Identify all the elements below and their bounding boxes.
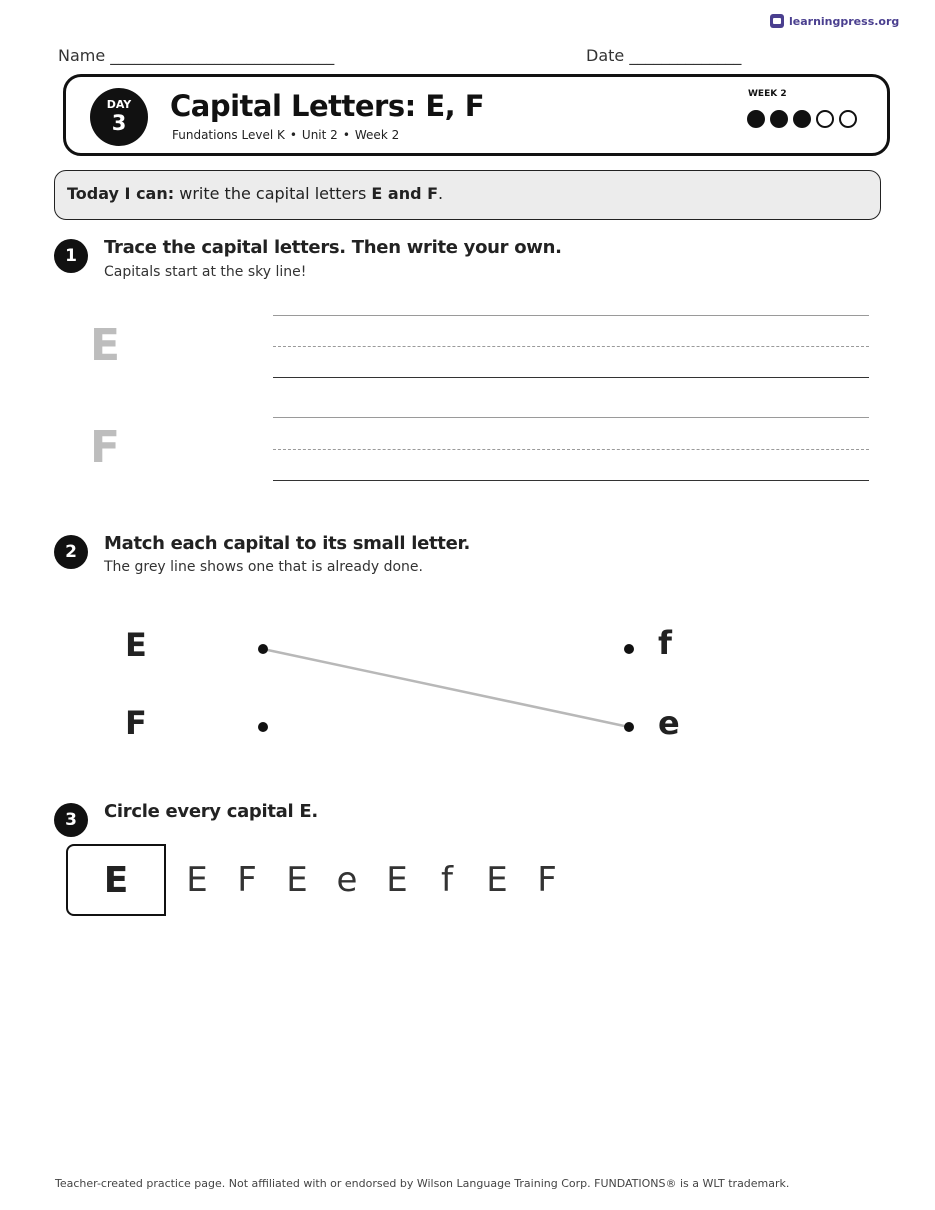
goal-lead: Today I can: — [67, 184, 175, 203]
brand-text: learningpress.org — [789, 14, 900, 28]
circle-row — [66, 844, 566, 916]
match-dot-right[interactable] — [624, 722, 634, 732]
subtitle-week: Week 2 — [354, 128, 400, 142]
match-dot-left[interactable] — [258, 722, 268, 732]
goal-letters: E and F — [371, 184, 439, 203]
step-3-title: Circle every capital E. — [104, 801, 318, 822]
circle-letter[interactable]: E — [486, 860, 508, 900]
match-capital: E — [125, 626, 147, 664]
goal-text: write the capital letters — [179, 184, 367, 203]
match-dot-left[interactable] — [258, 644, 268, 654]
step-1-subtitle: Capitals start at the sky line! — [104, 264, 307, 280]
trace-letter: F — [90, 422, 121, 473]
step-2-title: Match each capital to its small letter. — [104, 533, 471, 554]
circle-letter[interactable]: E — [286, 860, 308, 900]
circle-letter[interactable]: e — [336, 860, 358, 900]
date-field[interactable]: Date ______________ — [586, 46, 742, 65]
step-1-title: Trace the capital letters. Then write your own. — [104, 237, 562, 258]
example-box: E — [66, 844, 166, 916]
match-dot-right[interactable] — [624, 644, 634, 654]
goal-end: . — [438, 184, 444, 203]
match-line — [263, 649, 629, 727]
step-1-number: 1 — [54, 239, 88, 273]
match-small: e — [658, 704, 680, 742]
day-number: 3 — [111, 111, 127, 135]
subtitle-separator: • — [289, 128, 297, 142]
subtitle-unit: Unit 2 — [301, 128, 338, 142]
subtitle-level: Fundations Level K — [172, 128, 285, 142]
match-capital: F — [125, 704, 147, 742]
circle-letter[interactable]: f — [441, 860, 453, 900]
trace-letter: E — [90, 320, 121, 371]
circle-letter[interactable]: F — [537, 860, 557, 900]
step-3-number: 3 — [54, 803, 88, 837]
step-2-subtitle: The grey line shows one that is already done. — [104, 559, 423, 575]
circle-letter[interactable]: E — [186, 860, 208, 900]
step-2-number: 2 — [54, 535, 88, 569]
match-small: f — [658, 624, 672, 662]
day-label: DAY — [106, 98, 132, 111]
name-field[interactable]: Name ____________________________ — [58, 46, 335, 65]
circle-letter[interactable]: F — [237, 860, 257, 900]
subtitle-separator: • — [342, 128, 350, 142]
week-label: WEEK 2 — [748, 89, 787, 99]
circle-letter[interactable]: E — [386, 860, 408, 900]
footer-note: Teacher-created practice page. Not affiliated with or endorsed by Wilson Language Training Corp. FUNDATIONS® is a WLT trademark. — [55, 1177, 790, 1190]
page-title: Capital Letters: E, F — [170, 89, 485, 123]
